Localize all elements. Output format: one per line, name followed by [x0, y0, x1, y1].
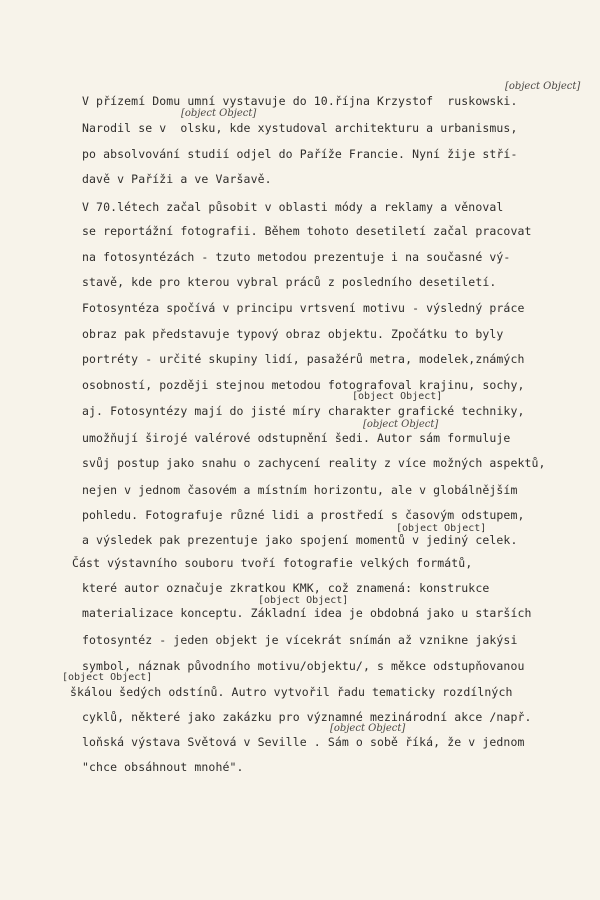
text-line: loňská výstava Světová v Seville . Sám o sobě říká, že v jednom — [82, 735, 525, 749]
text-line: portréty - určité skupiny lidí, pasažérů metra, modelek,známých — [82, 352, 525, 366]
text-line: obraz pak představuje typový obraz objektu. Zpočátku to byly — [82, 327, 504, 341]
text-line: stavě, kde pro kterou vybral práců z posledního desetiletí. — [82, 275, 497, 289]
text-line: které autor označuje zkratkou KMK, což znamená: konstrukce — [82, 581, 490, 595]
text-line: svůj postup jako snahu o zachycení reality z více možných aspektů, — [82, 456, 546, 470]
text-line: a výsledek pak prezentuje jako spojení momentů v jediný celek. — [82, 533, 518, 547]
text-line: na fotosyntézách - tzuto metodou prezentuje i na současné vý- — [82, 250, 511, 264]
text-line: aj. Fotosyntézy mají do jisté míry charakter grafické techniky, — [82, 404, 525, 418]
text-line: se reportážní fotografii. Během tohoto desetiletí začal pracovat — [82, 224, 532, 238]
text-line: V 70.létech začal působit v oblasti módy a reklamy a věnoval — [82, 200, 504, 214]
text-line: V přízemí Domu umní vystavuje do 10.října Krzystof ruskowski. — [82, 94, 518, 108]
handwritten-annotation: [object Object] — [181, 108, 257, 119]
text-line: pohledu. Fotografuje různé lidi a prostředí s časovým odstupem, — [82, 508, 525, 522]
text-line: cyklů, některé jako zakázku pro významné mezinárodní akce /např. — [82, 710, 532, 724]
text-line: Narodil se v olsku, kde xystudoval architekturu a urbanismus, — [82, 121, 518, 135]
handwritten-annotation: [object Object] — [330, 723, 406, 734]
interlinear-annotation: [object Object] — [396, 523, 487, 534]
text-line: nejen v jednom časovém a místním horizontu, ale v globálnějším — [82, 483, 518, 497]
handwritten-annotation: [object Object] — [363, 419, 439, 430]
text-line: osobností, později stejnou metodou fotografoval krajinu, sochy, — [82, 378, 525, 392]
text-line: fotosyntéz - jeden objekt je vícekrát snímán až vznikne jakýsi — [82, 633, 518, 647]
text-line: po absolvování studií odjel do Paříže Francie. Nyní žije stří- — [82, 147, 518, 161]
interlinear-annotation: [object Object] — [258, 595, 349, 606]
handwritten-annotation: [object Object] — [505, 81, 581, 92]
text-line: materializace konceptu. Základní idea je obdobná jako u starších — [82, 606, 532, 620]
text-line: Část výstavního souboru tvoří fotografie velkých formátů, — [72, 556, 473, 570]
text-line: umožňují širojé valérové odstupnění šedi. Autor sám formuluje — [82, 431, 511, 445]
interlinear-annotation: [object Object] — [352, 391, 443, 402]
text-line: davě v Paříži a ve Varšavě. — [82, 172, 272, 186]
interlinear-annotation: [object Object] — [62, 672, 153, 683]
text-line: "chce obsáhnout mnohé". — [82, 760, 244, 774]
text-line: Fotosyntéza spočívá v principu vrtsvení motivu - výsledný práce — [82, 301, 525, 315]
text-line: symbol, náznak původního motivu/objektu/, s měkce odstupňovanou — [82, 659, 525, 673]
text-line: škálou šedých odstínů. Autro vytvořil řadu tematicky rozdílných — [70, 685, 513, 699]
